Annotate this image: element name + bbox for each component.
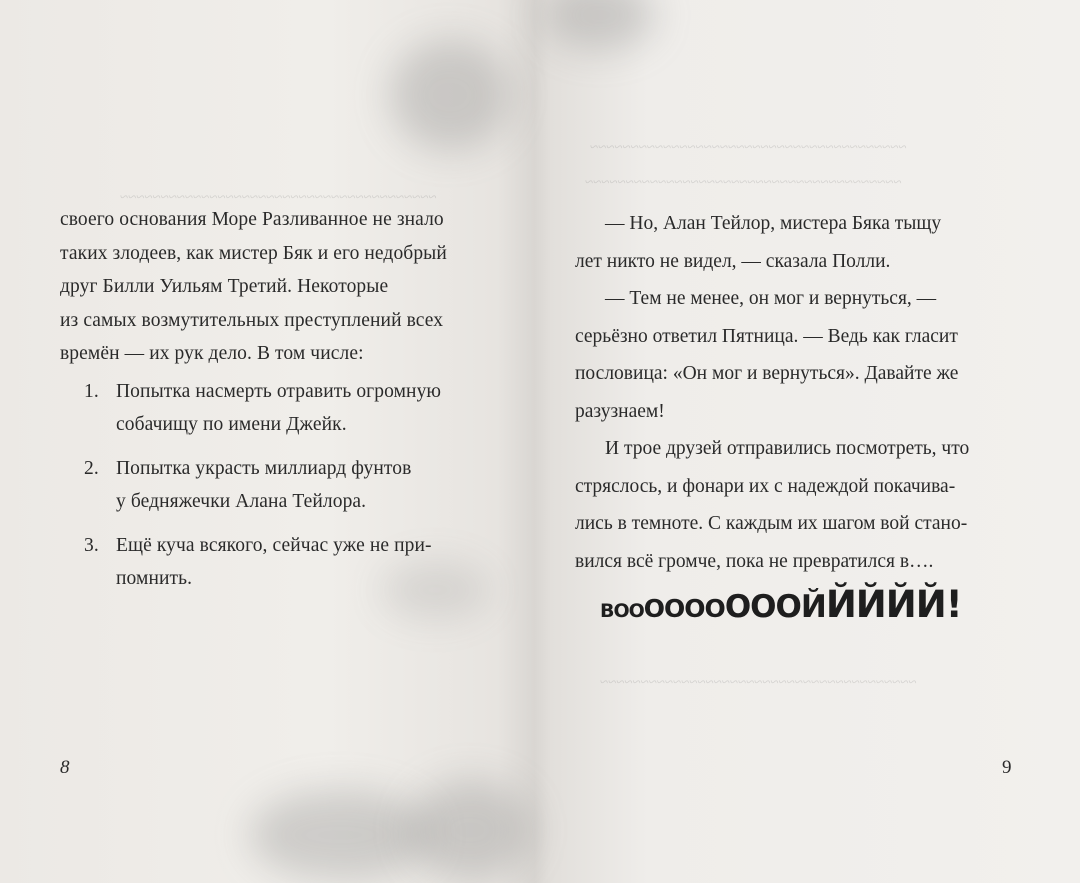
left-page-text (60, 203, 500, 606)
howl-part: ОООЙ (724, 589, 826, 625)
text-line: пословица: «Он мог и вернуться». Давайте же (575, 363, 959, 384)
text-line: стряслось, и фонари их с надеждой покачива- (575, 475, 956, 497)
text-line: таких злодеев, как мистер Бяк и его недобрый (60, 242, 447, 264)
list-number: 1. (84, 380, 99, 402)
dialogue-paragraph-1 (575, 205, 1015, 280)
list-item (60, 529, 500, 596)
list-number: 2. (84, 457, 99, 479)
text-line: времён — их рук дело. В том числе: (60, 343, 364, 364)
list-item (60, 375, 500, 442)
text-line: друг Билли Уильям Третий. Некоторые (60, 276, 389, 297)
page-number-left: 8 (60, 757, 70, 778)
text-line: Ещё куча всякого, сейчас уже не при- (116, 534, 432, 556)
crime-list (60, 375, 500, 596)
dialogue-paragraph-2 (575, 280, 1015, 430)
ghost-text: ~~~~~~~~~~~~~~~~~~~~~~~~~~~~~~~~~~~~~~~ (600, 675, 917, 691)
right-page-text (575, 205, 1015, 580)
text-line: у бедняжечки Алана Тейлора. (116, 491, 367, 512)
ghost-text: ~~~~~~~~~~~~~~~~~~~~~~~~~~~~~~~~~~~~~~~ (585, 175, 902, 191)
list-item (60, 452, 500, 519)
narration-paragraph (575, 430, 1015, 580)
page-number-right: 9 (1002, 757, 1012, 778)
howl-part: ВОО (600, 600, 644, 622)
text-line: лись в темноте. С каждым их шагом вой стано- (575, 513, 968, 534)
text-line: Попытка украсть миллиард фунтов (116, 457, 412, 479)
howl-part: ЙЙЙЙ! (825, 583, 962, 626)
text-line: из самых возмутительных преступлений всех (60, 309, 444, 331)
howl-sound-effect (600, 583, 962, 626)
list-number: 3. (84, 534, 99, 556)
text-line: — Но, Алан Тейлор, мистера Бяка тыщу (605, 213, 942, 234)
text-line: серьёзно ответил Пятница. — Ведь как гласит (575, 325, 958, 347)
text-line: своего основания Море Разливанное не знало (60, 209, 444, 230)
text-line: — Тем не менее, он мог и вернуться, — (605, 288, 937, 309)
howl-part: ОООО (643, 594, 725, 623)
text-line: И трое друзей отправились посмотреть, что (605, 438, 970, 459)
intro-paragraph (60, 203, 500, 371)
ghost-text: ~~~~~~~~~~~~~~~~~~~~~~~~~~~~~~~~~~~~~~~ (120, 190, 437, 206)
right-page (540, 0, 1080, 883)
text-line: лет никто не видел, — сказала Полли. (575, 250, 891, 272)
text-line: собачищу по имени Джейк. (116, 414, 347, 435)
text-line: разузнаем! (575, 400, 665, 422)
text-line: вился всё громче, пока не превратился в…. (575, 550, 934, 572)
text-line: помнить. (116, 568, 193, 589)
ghost-text: ~~~~~~~~~~~~~~~~~~~~~~~~~~~~~~~~~~~~~~~ (590, 140, 907, 156)
text-line: Попытка насмерть отравить огромную (116, 380, 442, 402)
